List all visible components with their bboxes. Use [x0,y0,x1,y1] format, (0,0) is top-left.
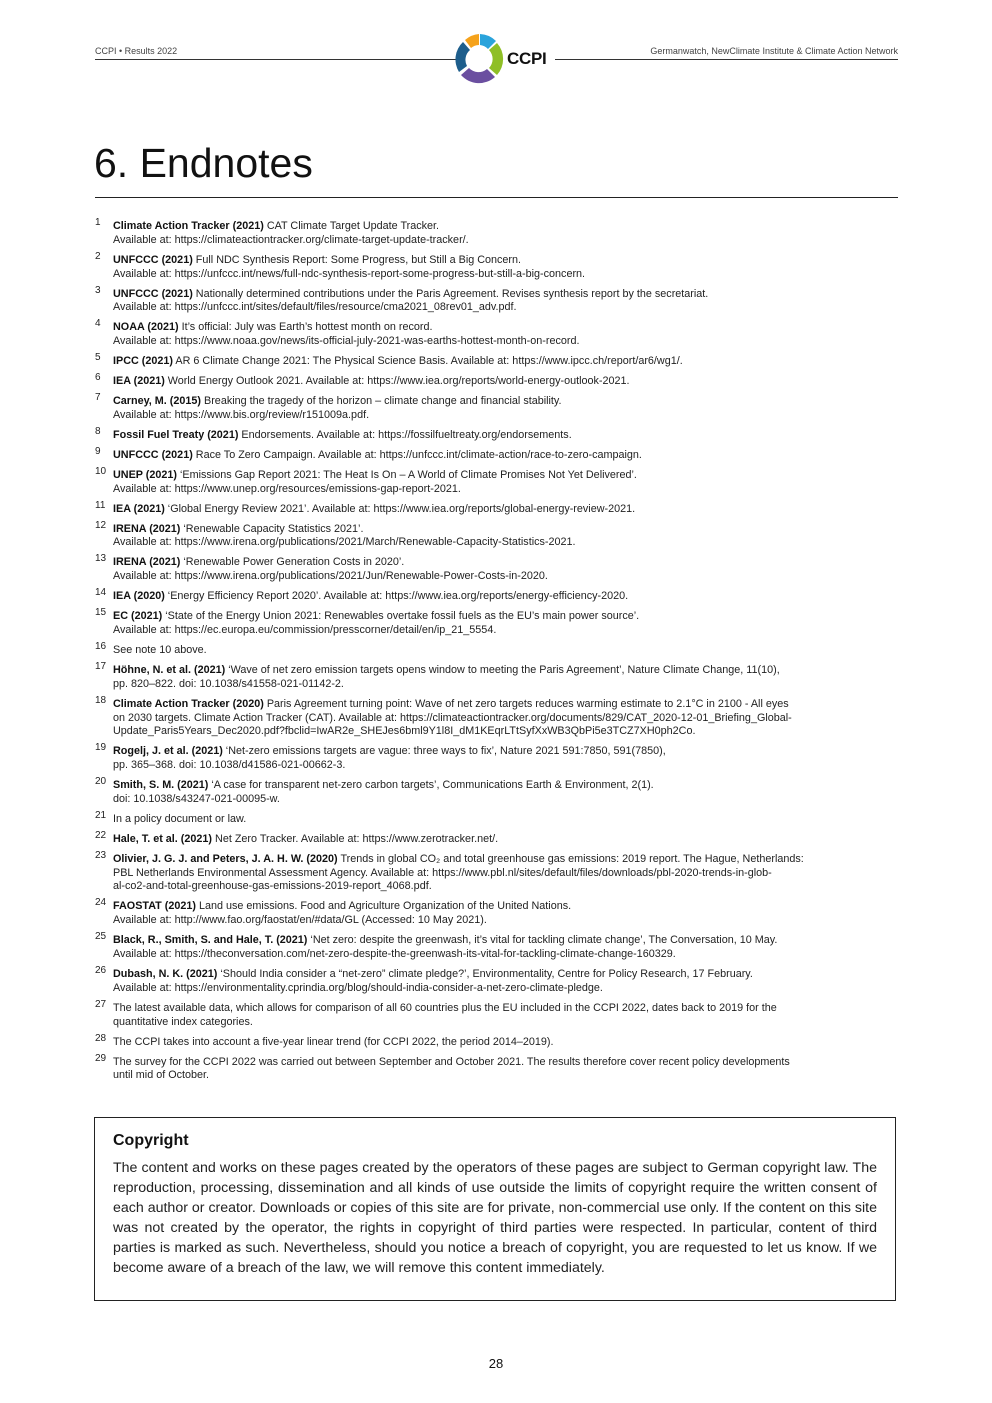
endnote-number: 24 [95,897,107,909]
endnote-author: Dubash, N. K. (2021) [113,967,218,980]
endnote-first-line [113,220,898,234]
endnote-number: 6 [95,372,101,384]
endnote-first-line [113,429,898,443]
endnote-author: UNEP (2021) [113,468,178,481]
endnote-first-line [113,1036,898,1050]
endnote-author: IEA (2021) [113,375,165,388]
endnote-item [95,1032,898,1050]
endnote-first-line [113,1002,898,1016]
endnote-number: 21 [95,809,107,821]
endnote-text: ‘Renewable Capacity Statistics 2021’. [180,522,364,535]
endnote-number: 3 [95,284,101,296]
ccpi-logo-icon [451,30,507,88]
endnote-item [95,519,898,551]
endnote-item [95,660,898,692]
endnote-first-line [113,375,898,389]
endnote-number: 4 [95,318,101,330]
endnote-first-line [113,523,898,537]
endnotes-list [95,217,898,1089]
endnote-number: 26 [95,964,107,976]
endnote-author: FAOSTAT (2021) [113,900,196,913]
endnote-continuation-line: Available at: https://www.noaa.gov/news/its-official-july-2021-was-earths-hottest-month-on-record. [113,335,580,348]
endnote-item [95,425,898,443]
endnote-text: ‘Energy Efficiency Report 2020’. Available at: https://www.iea.org/reports/energy-efficiency-2020. [164,590,629,603]
endnote-text: The latest available data, which allows for comparison of all 60 countries plus the EU included in the CCPI 2022, dates back to 2019 for the [113,1001,777,1014]
endnote-number: 15 [95,607,107,619]
endnote-continuation-line: until mid of October. [113,1069,210,1082]
endnote-continuation-line: Available at: http://www.fao.org/faostat/en/#data/GL (Accessed: 10 May 2021). [113,914,487,927]
endnote-number: 20 [95,776,107,788]
endnote-first-line [113,745,898,759]
endnote-author: Höhne, N. et al. (2021) [113,663,226,676]
endnote-text: The CCPI takes into account a five-year linear trend (for CCPI 2022, the period 2014–2019). [113,1035,554,1048]
endnote-first-line [113,288,898,302]
endnote-continuation-line: Available at: https://climateactiontracker.org/climate-target-update-tracker/. [113,233,469,246]
endnote-author: NOAA (2021) [113,321,179,334]
endnote-number: 8 [95,425,101,437]
endnote-continuation-line: pp. 365–368. doi: 10.1038/d41586-021-00662-3. [113,759,346,772]
endnote-text: ‘Global Energy Review 2021’. Available at: https://www.iea.org/reports/global-energy-review-2021. [164,502,636,515]
endnote-author: IPCC (2021) [113,355,174,368]
endnote-first-line [113,833,898,847]
title-rule [95,197,898,198]
endnote-number: 11 [95,499,106,511]
endnote-continuation-line: Available at: https://www.bis.org/review/r151009a.pdf. [113,408,370,421]
endnote-item [95,217,898,248]
endnote-author: Black, R., Smith, S. and Hale, T. (2021) [113,934,308,947]
endnote-continuation-line: Available at: https://www.irena.org/publications/2021/March/Renewable-Capacity-Statistics-2021. [113,536,576,549]
endnote-continuation-line: pp. 820–822. doi: 10.1038/s41558-021-01142-2. [113,677,344,690]
endnote-author: Fossil Fuel Treaty (2021) [113,428,239,441]
endnote-first-line [113,449,898,463]
endnote-number: 12 [95,519,107,531]
endnote-first-line [113,590,898,604]
endnote-number: 16 [95,640,107,652]
endnote-text: Endorsements. Available at: https://fossilfueltreaty.org/endorsements. [238,428,572,441]
endnote-item [95,465,898,497]
endnote-text: ‘A case for transparent net-zero carbon targets’, Communications Earth & Environment, 2(1). [208,779,654,792]
endnote-number: 18 [95,694,107,706]
endnote-text: Net Zero Tracker. Available at: https://www.zerotracker.net/. [212,832,499,845]
page-number: 28 [488,1356,504,1371]
endnote-text: Race To Zero Campaign. Available at: https://unfccc.int/climate-action/race-to-zero-campaign. [192,448,642,461]
endnote-number: 14 [95,587,107,599]
endnote-text: ‘Emissions Gap Report 2021: The Heat Is On – A World of Climate Promises Not Yet Delivered’. [177,468,637,481]
endnote-text: In a policy document or law. [113,812,247,825]
endnote-first-line [113,664,898,678]
endnote-item [95,445,898,463]
endnote-author: Carney, M. (2015) [113,395,202,408]
endnote-first-line [113,503,898,517]
endnote-continuation-line: PBL Netherlands Environmental Assessment Agency. Available at: https://www.pbl.nl/sites/default/files/downloads/pbl-2020-trends-in-glob- [113,866,772,879]
copyright-text: The content and works on these pages created by the operators of these pages are subject to German copyright law. The reproduction, processing, dissemination and all kinds of use outside the limits of copyright require the written consent of each author or creator. Downloads or copies of this site are for private, non-commercial use only. If the content on this site was not created by the operator, the rights in copyright of third parties were respected. In particular, content of third parties is marked as such. Nevertheless, should you notice a breach of copyright, you are requested to let us know. If we become aware of a breach of the law, we will remove this content immediately. [113,1160,877,1276]
endnote-text: Full NDC Synthesis Report: Some Progress, but Still a Big Concern. [192,253,522,266]
endnote-text: Breaking the tragedy of the horizon – climate change and financial stability. [201,395,562,408]
endnote-author: Hale, T. et al. (2021) [113,832,213,845]
endnote-author: UNFCCC (2021) [113,253,193,266]
copyright-title: Copyright [113,1132,189,1149]
endnote-first-line [113,813,898,827]
endnote-first-line [113,610,898,624]
endnote-first-line [113,469,898,483]
endnote-item [95,318,898,349]
endnote-text: ‘Net zero: despite the greenwash, it’s vital for tackling climate change’, The Conversation, 10 May. [307,934,778,947]
endnote-first-line [113,779,898,793]
endnote-item [95,849,898,894]
header-rule-right [555,59,898,60]
endnote-item [95,499,898,517]
endnote-item [95,372,898,389]
endnote-item [95,607,898,638]
endnote-first-line [113,644,898,658]
endnote-continuation-line: Available at: https://unfccc.int/news/full-ndc-synthesis-report-some-progress-but-still-a-big-concern. [113,267,586,280]
endnote-number: 9 [95,445,101,457]
endnote-author: Smith, S. M. (2021) [113,779,209,792]
endnote-item [95,1052,898,1084]
endnote-text: Nationally determined contributions under the Paris Agreement. Revises synthesis report by the secretariat. [192,287,709,300]
endnote-text: ‘Should India consider a “net-zero” climate pledge?’, Environmentality, Centre for Policy Research, 17 February. [217,967,753,980]
endnote-first-line [113,556,898,570]
endnote-text: Trends in global CO₂ and total greenhouse gas emissions: 2019 report. The Hague, Netherlands: [337,852,804,865]
endnote-item [95,587,898,604]
endnote-text: ‘Net-zero emissions targets are vague: three ways to fix’, Nature 2021 591:7850, 591(7850), [222,745,666,758]
endnote-item [95,809,898,827]
endnote-text: AR 6 Climate Change 2021: The Physical Science Basis. Available at: https://www.ipcc.ch/report/ar6/wg1/. [173,355,683,368]
endnote-continuation-line: Available at: https://theconversation.com/net-zero-despite-the-greenwash-its-vital-for-tackling-climate-change-160329. [113,947,676,960]
endnote-text: The survey for the CCPI 2022 was carried out between September and October 2021. The results therefore cover recent policy developments [113,1055,790,1068]
endnote-number: 7 [95,392,101,404]
header-left-text: CCPI • Results 2022 [95,46,178,56]
endnote-text: World Energy Outlook 2021. Available at: https://www.iea.org/reports/world-energy-outlook-2021. [164,375,630,388]
endnote-continuation-line: Available at: https://www.irena.org/publications/2021/Jun/Renewable-Power-Costs-in-2020. [113,570,548,583]
endnote-number: 19 [95,742,107,754]
endnote-item [95,998,898,1030]
endnote-continuation-line: quantitative index categories. [113,1015,253,1028]
endnote-number: 13 [95,553,107,565]
endnote-number: 22 [95,829,107,841]
endnote-first-line [113,968,898,982]
endnote-continuation-line: Available at: https://environmentality.cprindia.org/blog/should-india-consider-a-net-zero-climate-pledge. [113,981,603,994]
endnote-number: 29 [95,1052,107,1064]
header-rule-left [95,59,458,60]
endnote-continuation-line: Available at: https://unfccc.int/sites/default/files/resource/cma2021_08rev01_adv.pdf. [113,301,517,314]
copyright-box [94,1117,896,1301]
endnote-author: Rogelj, J. et al. (2021) [113,745,223,758]
endnote-author: IRENA (2021) [113,522,181,535]
endnote-item [95,742,898,773]
endnote-author: Olivier, J. G. J. and Peters, J. A. H. W. (2020) [113,852,338,865]
endnote-text: It’s official: July was Earth’s hottest month on record. [178,321,433,334]
endnote-number: 5 [95,352,101,364]
endnote-number: 1 [95,217,101,228]
endnote-item [95,694,898,739]
endnote-continuation-line: Available at: https://ec.europa.eu/commission/presscorner/detail/en/ip_21_5554. [113,623,497,636]
endnote-continuation-line: doi: 10.1038/s43247-021-00095-w. [113,792,280,805]
endnote-first-line [113,698,898,712]
endnote-item [95,352,898,369]
endnote-continuation-line: Update_Paris5Years_Dec2020.pdf?fbclid=IwAR2e_SHEJes6bml9Y1l8I_dM1KEqrLTtSyfXxWB3QbPi5e3TCZ7XH0ph2Co. [113,725,696,738]
endnote-text: See note 10 above. [113,643,207,656]
endnote-item [95,776,898,807]
endnote-item [95,964,898,996]
endnote-number: 27 [95,998,107,1010]
page-header [95,30,898,90]
endnote-author: UNFCCC (2021) [113,448,193,461]
endnote-number: 10 [95,465,107,477]
endnote-text: Paris Agreement turning point: Wave of net zero targets reduces warming estimate to 2.1°C in 2100 - All eyes [263,697,789,710]
endnote-first-line [113,1056,898,1070]
endnote-first-line [113,355,898,369]
endnote-author: IRENA (2021) [113,556,181,569]
endnote-text: Land use emissions. Food and Agriculture Organization of the United Nations. [196,900,572,913]
endnote-item [95,284,898,316]
endnote-first-line [113,254,898,268]
endnote-first-line [113,853,898,867]
endnote-continuation-line: al-co2-and-total-greenhouse-gas-emissions-2019-report_4068.pdf. [113,880,432,893]
endnote-author: IEA (2021) [113,502,165,515]
endnote-item [95,931,898,962]
endnote-continuation-line: on 2030 targets. Climate Action Tracker (CAT). Available at: https://climateactiontracker.org/documents/829/CAT_2020-12-01_Briefing_Global- [113,711,792,724]
endnote-item [95,829,898,847]
endnote-number: 28 [95,1032,107,1044]
page-title: 6. Endnotes [94,140,313,186]
endnote-author: UNFCCC (2021) [113,287,193,300]
endnote-item [95,250,898,282]
endnote-item [95,640,898,658]
endnote-first-line [113,395,898,409]
endnote-author: IEA (2020) [113,590,165,603]
endnote-item [95,392,898,423]
endnote-author: EC (2021) [113,610,163,623]
endnote-text: ‘Wave of net zero emission targets opens window to meeting the Paris Agreement’, Nature Climate Change, 11(10), [225,663,780,676]
endnote-item [95,897,898,928]
endnote-author: Climate Action Tracker (2020) [113,697,264,710]
logo-text: CCPI [507,49,547,68]
endnote-author: Climate Action Tracker (2021) [113,220,264,232]
endnote-number: 23 [95,849,107,861]
ccpi-logo [451,30,563,88]
endnote-number: 17 [95,660,107,672]
endnote-first-line [113,900,898,914]
endnote-continuation-line: Available at: https://www.unep.org/resources/emissions-gap-report-2021. [113,482,461,495]
endnote-number: 25 [95,931,107,943]
header-right-text: Germanwatch, NewClimate Institute & Climate Action Network [650,46,898,56]
endnote-item [95,553,898,584]
endnote-number: 2 [95,250,101,262]
endnote-text: CAT Climate Target Update Tracker. [263,220,440,232]
endnote-first-line [113,321,898,335]
endnote-text: ‘State of the Energy Union 2021: Renewables overtake fossil fuels as the EU’s main power source’. [162,610,640,623]
endnote-text: ‘Renewable Power Generation Costs in 2020’. [180,556,405,569]
endnote-first-line [113,934,898,948]
